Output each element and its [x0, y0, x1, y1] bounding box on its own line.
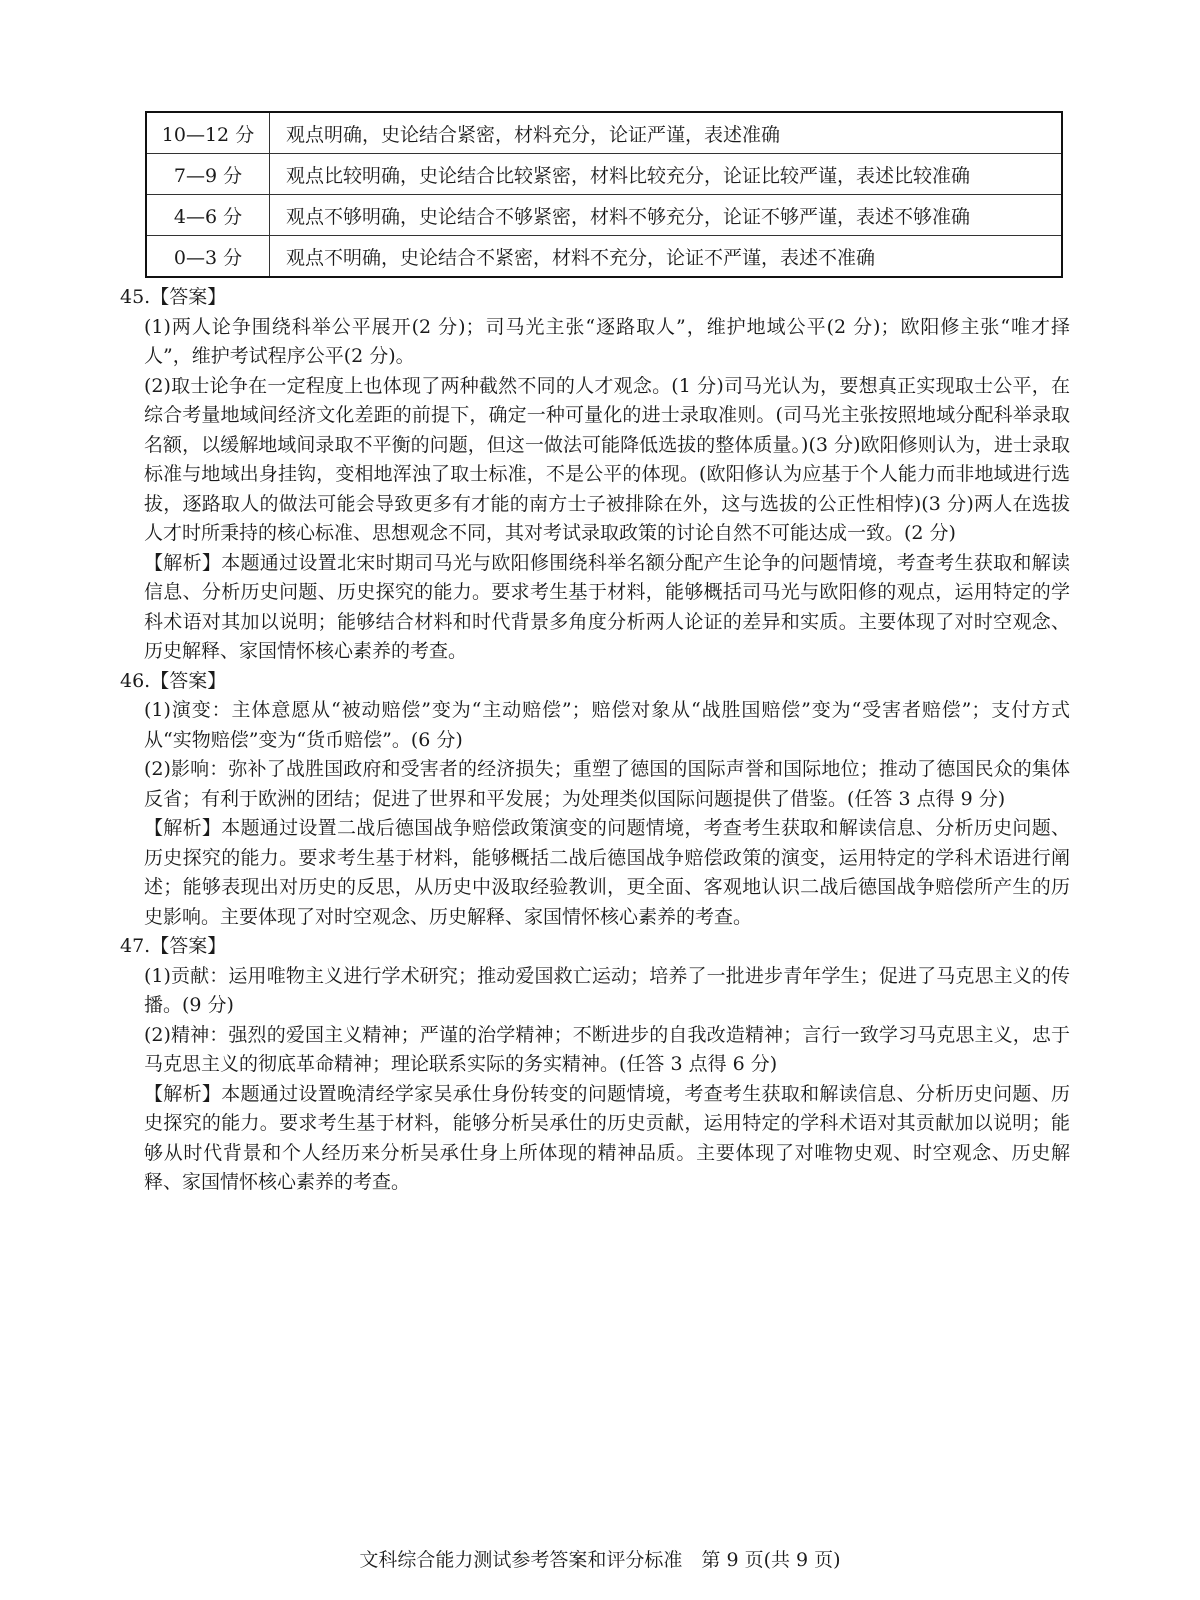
criteria-cell: 观点不够明确，史论结合不够紧密，材料不够充分，论证不够严谨，表述不够准确 — [270, 195, 1063, 236]
criteria-cell: 观点比较明确，史论结合比较紧密，材料比较充分，论证比较严谨，表述比较准确 — [270, 154, 1063, 195]
table-row — [146, 154, 1062, 195]
analysis-paragraph: 【解析】本题通过设置晚清经学家吴承仕身份转变的问题情境，考查考生获取和解读信息、分析历史问题、历史探究的能力。要求考生基于材料，能够分析吴承仕的历史贡献，运用特定的学科术语对其贡献加以说明；能够从时代背景和个人经历来分析吴承仕身上所体现的精神品质。主要体现了对唯物史观、时空观念、历史解释、家国情怀核心素养的考查。 — [144, 1082, 1070, 1193]
question-45 — [120, 283, 1070, 667]
score-range-cell: 10—12 分 — [146, 112, 270, 154]
table-row — [146, 236, 1062, 278]
analysis-paragraph: 【解析】本题通过设置二战后德国战争赔偿政策演变的问题情境，考查考生获取和解读信息、分析历史问题、历史探究的能力。要求考生基于材料，能够概括二战后德国战争赔偿政策的演变，运用特定的学科术语进行阐述；能够表现出对历史的反思，从历史中汲取经验教训，更全面、客观地认识二战后德国战争赔偿所产生的历史影响。主要体现了对时空观念、历史解释、家国情怀核心素养的考查。 — [144, 817, 1070, 928]
page-footer: 文科综合能力测试参考答案和评分标准 第 9 页(共 9 页) — [359, 1549, 841, 1571]
answer-paragraph: (1)贡献：运用唯物主义进行学术研究；推动爱国救亡运动；培养了一批进步青年学生；促进了马克思主义的传播。(9 分) — [144, 964, 1070, 1016]
score-range-cell: 0—3 分 — [146, 236, 270, 278]
answer-content — [120, 283, 1070, 1198]
criteria-cell: 观点不明确，史论结合不紧密，材料不充分，论证不严谨，表述不准确 — [270, 236, 1063, 278]
score-range-cell: 4—6 分 — [146, 195, 270, 236]
question-heading: 46.【答案】 — [120, 669, 227, 692]
answer-paragraph: (2)影响：弥补了战胜国政府和受害者的经济损失；重塑了德国的国际声誉和国际地位；推动了德国民众的集体反省；有利于欧洲的团结；促进了世界和平发展；为处理类似国际问题提供了借鉴。(任答 3 点得 9 分) — [144, 758, 1070, 810]
answer-paragraph: (1)演变：主体意愿从“被动赔偿”变为“主动赔偿”；赔偿对象从“战胜国赔偿”变为“受害者赔偿”；支付方式从“实物赔偿”变为“货币赔偿”。(6 分) — [144, 699, 1070, 751]
question-heading: 47.【答案】 — [120, 935, 227, 957]
score-range-cell: 7—9 分 — [146, 154, 270, 195]
question-47 — [120, 932, 1070, 1198]
answer-paragraph: (2)精神：强烈的爱国主义精神；严谨的治学精神；不断进步的自我改造精神；言行一致学习马克思主义，忠于马克思主义的彻底革命精神；理论联系实际的务实精神。(任答 3 点得 6 分) — [144, 1023, 1070, 1075]
scoring-rubric-table — [145, 111, 1063, 278]
answer-paragraph: (2)取士论争在一定程度上也体现了两种截然不同的人才观念。(1 分)司马光认为，要想真正实现取士公平，在综合考量地域间经济文化差距的前提下，确定一种可量化的进士录取准则。(司马光主张按照地域分配科举录取名额，以缓解地域间录取不平衡的问题，但这一做法可能降低选拔的整体质量。)(3 分)欧阳修则认为，进士录取标准与地域出身挂钩，变相地浑浊了取士标准，不是公平的体现。(欧阳修认为应基于个人能力而非地域进行选拔，逐路取人的做法可能会导致更多有才能的南方士子被排除在外，这与选拔的公正性相悖)(3 分)两人在选拔人才时所秉持的核心标准、思想观念不同，其对考试录取政策的讨论自然不可能达成一致。(2 分) — [144, 374, 1070, 544]
table-row — [146, 112, 1062, 154]
analysis-paragraph: 【解析】本题通过设置北宋时期司马光与欧阳修围绕科举名额分配产生论争的问题情境，考查考生获取和解读信息、分析历史问题、历史探究的能力。要求考生基于材料，能够概括司马光与欧阳修的观点，运用特定的学科术语对其加以说明；能够结合材料和时代背景多角度分析两人论证的差异和实质。主要体现了对时空观念、历史解释、家国情怀核心素养的考查。 — [144, 551, 1070, 662]
question-heading: 45.【答案】 — [120, 286, 227, 308]
answer-paragraph: (1)两人论争围绕科举公平展开(2 分)；司马光主张“逐路取人”，维护地域公平(2 分)；欧阳修主张“唯才择人”，维护考试程序公平(2 分)。 — [144, 315, 1070, 367]
criteria-cell: 观点明确，史论结合紧密，材料充分，论证严谨，表述准确 — [270, 112, 1063, 154]
question-46 — [120, 667, 1070, 933]
table-row — [146, 195, 1062, 236]
